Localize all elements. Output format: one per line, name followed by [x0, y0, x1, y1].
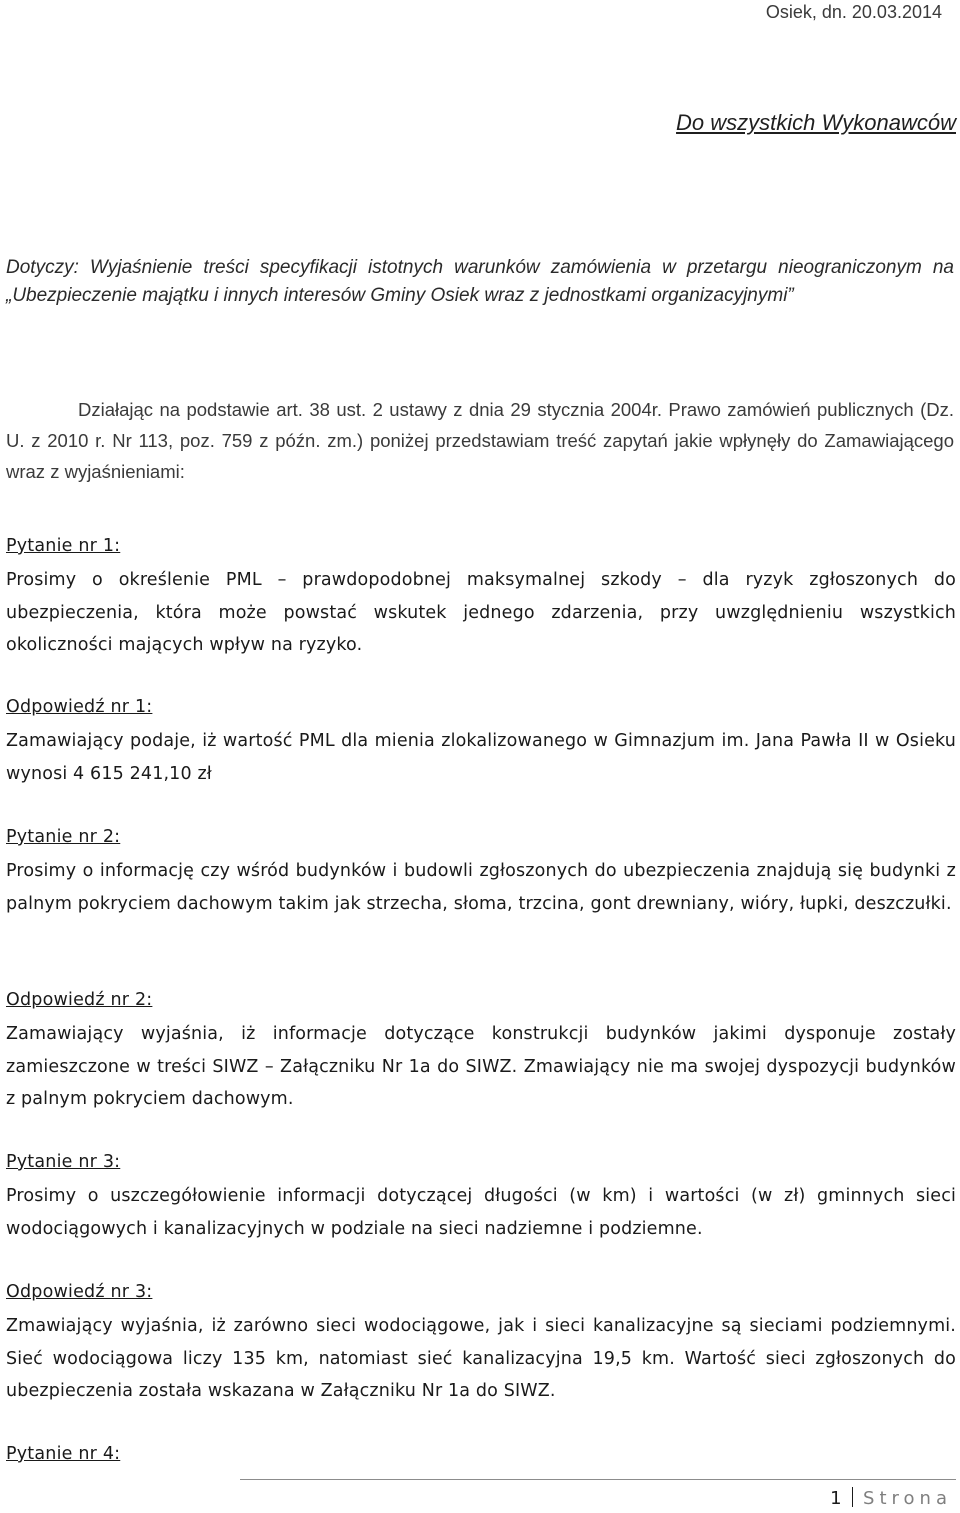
recipients-heading: Do wszystkich Wykonawców: [676, 110, 956, 135]
question-text: Prosimy o uszczegółowienie informacji dotyczącej długości (w km) i wartości (w zł) gminnych sieci wodociągowych i kanalizacyjnych w podziale na sieci nadziemne i podziemne.: [6, 1186, 956, 1239]
question-label: Pytanie nr 1:: [6, 536, 121, 556]
page-footer: [830, 1487, 952, 1511]
question-block-4: [6, 1442, 956, 1466]
question-block-2: [6, 825, 956, 920]
answer-text: Zamawiający wyjaśnia, iż informacje dotyczące konstrukcji budynków jakimi dysponuje zostały zamieszczone w treści SIWZ – Załączniku Nr 1a do SIWZ. Zmawiający nie ma swojej dyspozycji budynków z palnym pokryciem dachowym.: [6, 1024, 956, 1109]
answer-label: Odpowiedź nr 2:: [6, 990, 153, 1010]
question-label: Pytanie nr 3:: [6, 1152, 121, 1172]
question-text: Prosimy o określenie PML – prawdopodobnej maksymalnej szkody – dla ryzyk zgłoszonych do ubezpieczenia, która może powstać wskutek jednego zdarzenia, przy uwzględnieniu wszystkich okoliczności mających wpływ na ryzyko.: [6, 570, 956, 655]
subject-lead: Dotyczy:: [6, 257, 79, 278]
answer-block-3: [6, 1280, 956, 1408]
answer-block-1: [6, 695, 956, 790]
answer-text: Zmawiający wyjaśnia, iż zarówno sieci wodociągowe, jak i sieci kanalizacyjne są sieciami podziemnymi. Sieć wodociągowa liczy 135 km, natomiast sieć kanalizacyjna 19,5 km. Wartość sieci zgłoszonych do ubezpieczenia została wskazana w Załączniku Nr 1a do SIWZ.: [6, 1316, 956, 1401]
answer-block-2: [6, 988, 956, 1116]
document-date: Osiek, dn. 20.03.2014: [765, 2, 942, 22]
footer-separator: [852, 1487, 854, 1507]
question-text: Prosimy o informację czy wśród budynków i budowli zgłoszonych do ubezpieczenia znajdują się budynki z palnym pokryciem dachowym takim jak strzecha, słoma, trzcina, gont drewniany, wióry, łupki, deszczułki.: [6, 861, 956, 914]
subject-paragraph: [6, 254, 954, 310]
answer-text: Zamawiający podaje, iż wartość PML dla mienia zlokalizowanego w Gimnazjum im. Jana Pawła II w Osieku wynosi 4 615 241,10 zł: [6, 731, 956, 784]
answer-label: Odpowiedź nr 1:: [6, 697, 153, 717]
footer-divider: [240, 1479, 956, 1480]
answer-label: Odpowiedź nr 3:: [6, 1282, 153, 1302]
subject-title: Wyjaśnienie treści specyfikacji istotnych warunków zamówienia w przetargu nieograniczonym na „Ubezpieczenie majątku i innych interesów Gminy Osiek wraz z jednostkami organizacyjnymi”: [6, 257, 954, 306]
question-block-1: [6, 534, 956, 662]
question-block-3: [6, 1150, 956, 1245]
page-word: Strona: [863, 1488, 952, 1509]
page-number: 1: [830, 1488, 842, 1509]
question-label: Pytanie nr 2:: [6, 827, 121, 847]
question-label: Pytanie nr 4:: [6, 1444, 121, 1464]
intro-paragraph: Działając na podstawie art. 38 ust. 2 ustawy z dnia 29 stycznia 2004r. Prawo zamówień publicznych (Dz. U. z 2010 r. Nr 113, poz. 759 z późn. zm.) poniżej przedstawiam treść zapytań jakie wpłynęły do Zamawiającego wraz z wyjaśnieniami:: [6, 399, 954, 482]
